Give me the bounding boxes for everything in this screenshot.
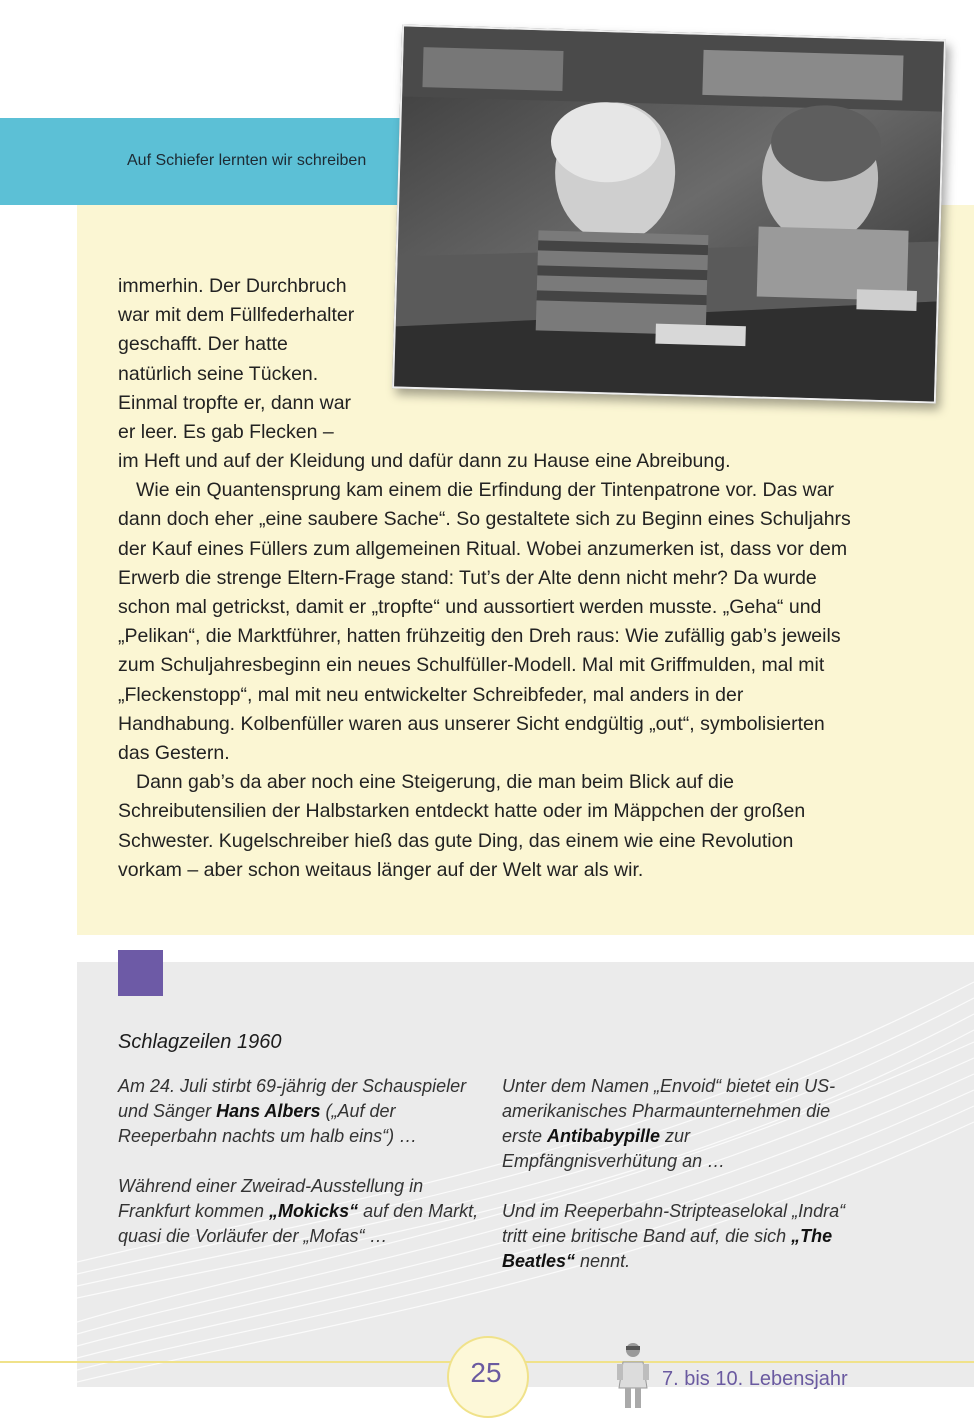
headline-text: Unter dem Namen „Envoid“ bietet ein US-amerikanisches Pharmaunternehmen die erste <box>502 1076 836 1146</box>
paragraph: Wie ein Quantensprung kam einem die Erfindung der Tintenpatrone vor. Das war dann doch eher „eine saubere Sache“. So gestaltete sich zu Beginn eines Schuljahrs der Kauf eines Füllers zum allgemeinen Ritual. Wobei anzumerken ist, dass vor dem Erwerb die strenge Eltern-Frage stand: Tut’s der Alte denn nicht mehr? Da wurde schon mal getrickst, damit er „tropfte“ und aussortiert werden musste. „Geha“ und „Pelikan“, die Marktführer, hatten frühzeitig den Dreh raus: Wie zufällig gab’s jeweils zum Schuljahresbeginn ein neues Schulfüller-Modell. Mal mit Griffmulden, mal mit „Fleckenstopp“, mal mit neu entwickelter Schreibfeder, mal anders in der Handhabung. Kolbenfüller waren aus unserer Sicht endgültig „out“, symbolisierten das Gestern. <box>118 479 851 765</box>
headline-highlight: Hans Albers <box>216 1101 321 1121</box>
headline-text: nennt. <box>575 1251 631 1271</box>
body-text-wide <box>118 447 858 885</box>
headline-text: Am 24. Juli stirbt 69-jährig der Schauspieler und Sänger <box>118 1076 467 1121</box>
headlines-title: Schlagzeilen 1960 <box>118 1031 282 1053</box>
section-marker <box>118 950 163 996</box>
body-text-narrow <box>118 272 373 447</box>
headline-text: Und im Reeperbahn-Stripteaselokal „Indra“ tritt eine britische Band auf, die sich <box>502 1201 846 1246</box>
photo-caption: Auf Schiefer lernten wir schreiben <box>127 152 367 169</box>
classroom-photo <box>392 24 946 403</box>
page-number: 25 <box>470 1357 502 1388</box>
headline-text: auf den Markt, quasi die Vorläufer der „Mofas“ … <box>118 1201 479 1246</box>
section-label: 7. bis 10. Lebensjahr <box>662 1368 848 1390</box>
text-line: natürlich seine Tücken. <box>118 362 319 385</box>
headline-item <box>502 1074 862 1174</box>
headlines-column-right <box>502 1074 862 1299</box>
headline-item <box>502 1199 862 1274</box>
headline-highlight: „Mokicks“ <box>269 1201 359 1221</box>
headline-item <box>118 1074 488 1149</box>
headline-highlight: Antibabypille <box>547 1126 661 1146</box>
headlines-column-left <box>118 1074 488 1274</box>
child-figure-icon <box>615 1340 651 1412</box>
text-line: Einmal tropfte er, dann war <box>118 391 352 414</box>
headline-text: („Auf der Reeperbahn nachts um halb eins“) … <box>118 1101 418 1146</box>
headline-text: zur Empfängnisverhütung an … <box>502 1126 726 1171</box>
text-line: immerhin. Der Durchbruch <box>118 275 347 297</box>
text-line: geschafft. Der hatte <box>118 333 288 356</box>
text-line: war mit dem Füllfederhalter <box>118 304 355 327</box>
classroom-photo-image <box>394 27 944 402</box>
headline-item <box>118 1174 488 1249</box>
paragraph: im Heft und auf der Kleidung und dafür dann zu Hause eine Abreibung. <box>118 450 731 472</box>
text-line: er leer. Es gab Flecken – <box>118 421 334 444</box>
paragraph: Dann gab’s da aber noch eine Steigerung, die man beim Blick auf die Schreibutensilien der Halbstarken entdeckt hatte oder im Mäppchen der großen Schwester. Kugelschreiber hieß das gute Ding, das einem wie eine Revolution vorkam – aber schon weitaus länger auf der Welt war als wir. <box>118 771 806 881</box>
headline-text: Während einer Zweirad-Ausstellung in Frankfurt kommen <box>118 1176 424 1221</box>
headline-highlight: „The Beatles“ <box>502 1226 833 1271</box>
